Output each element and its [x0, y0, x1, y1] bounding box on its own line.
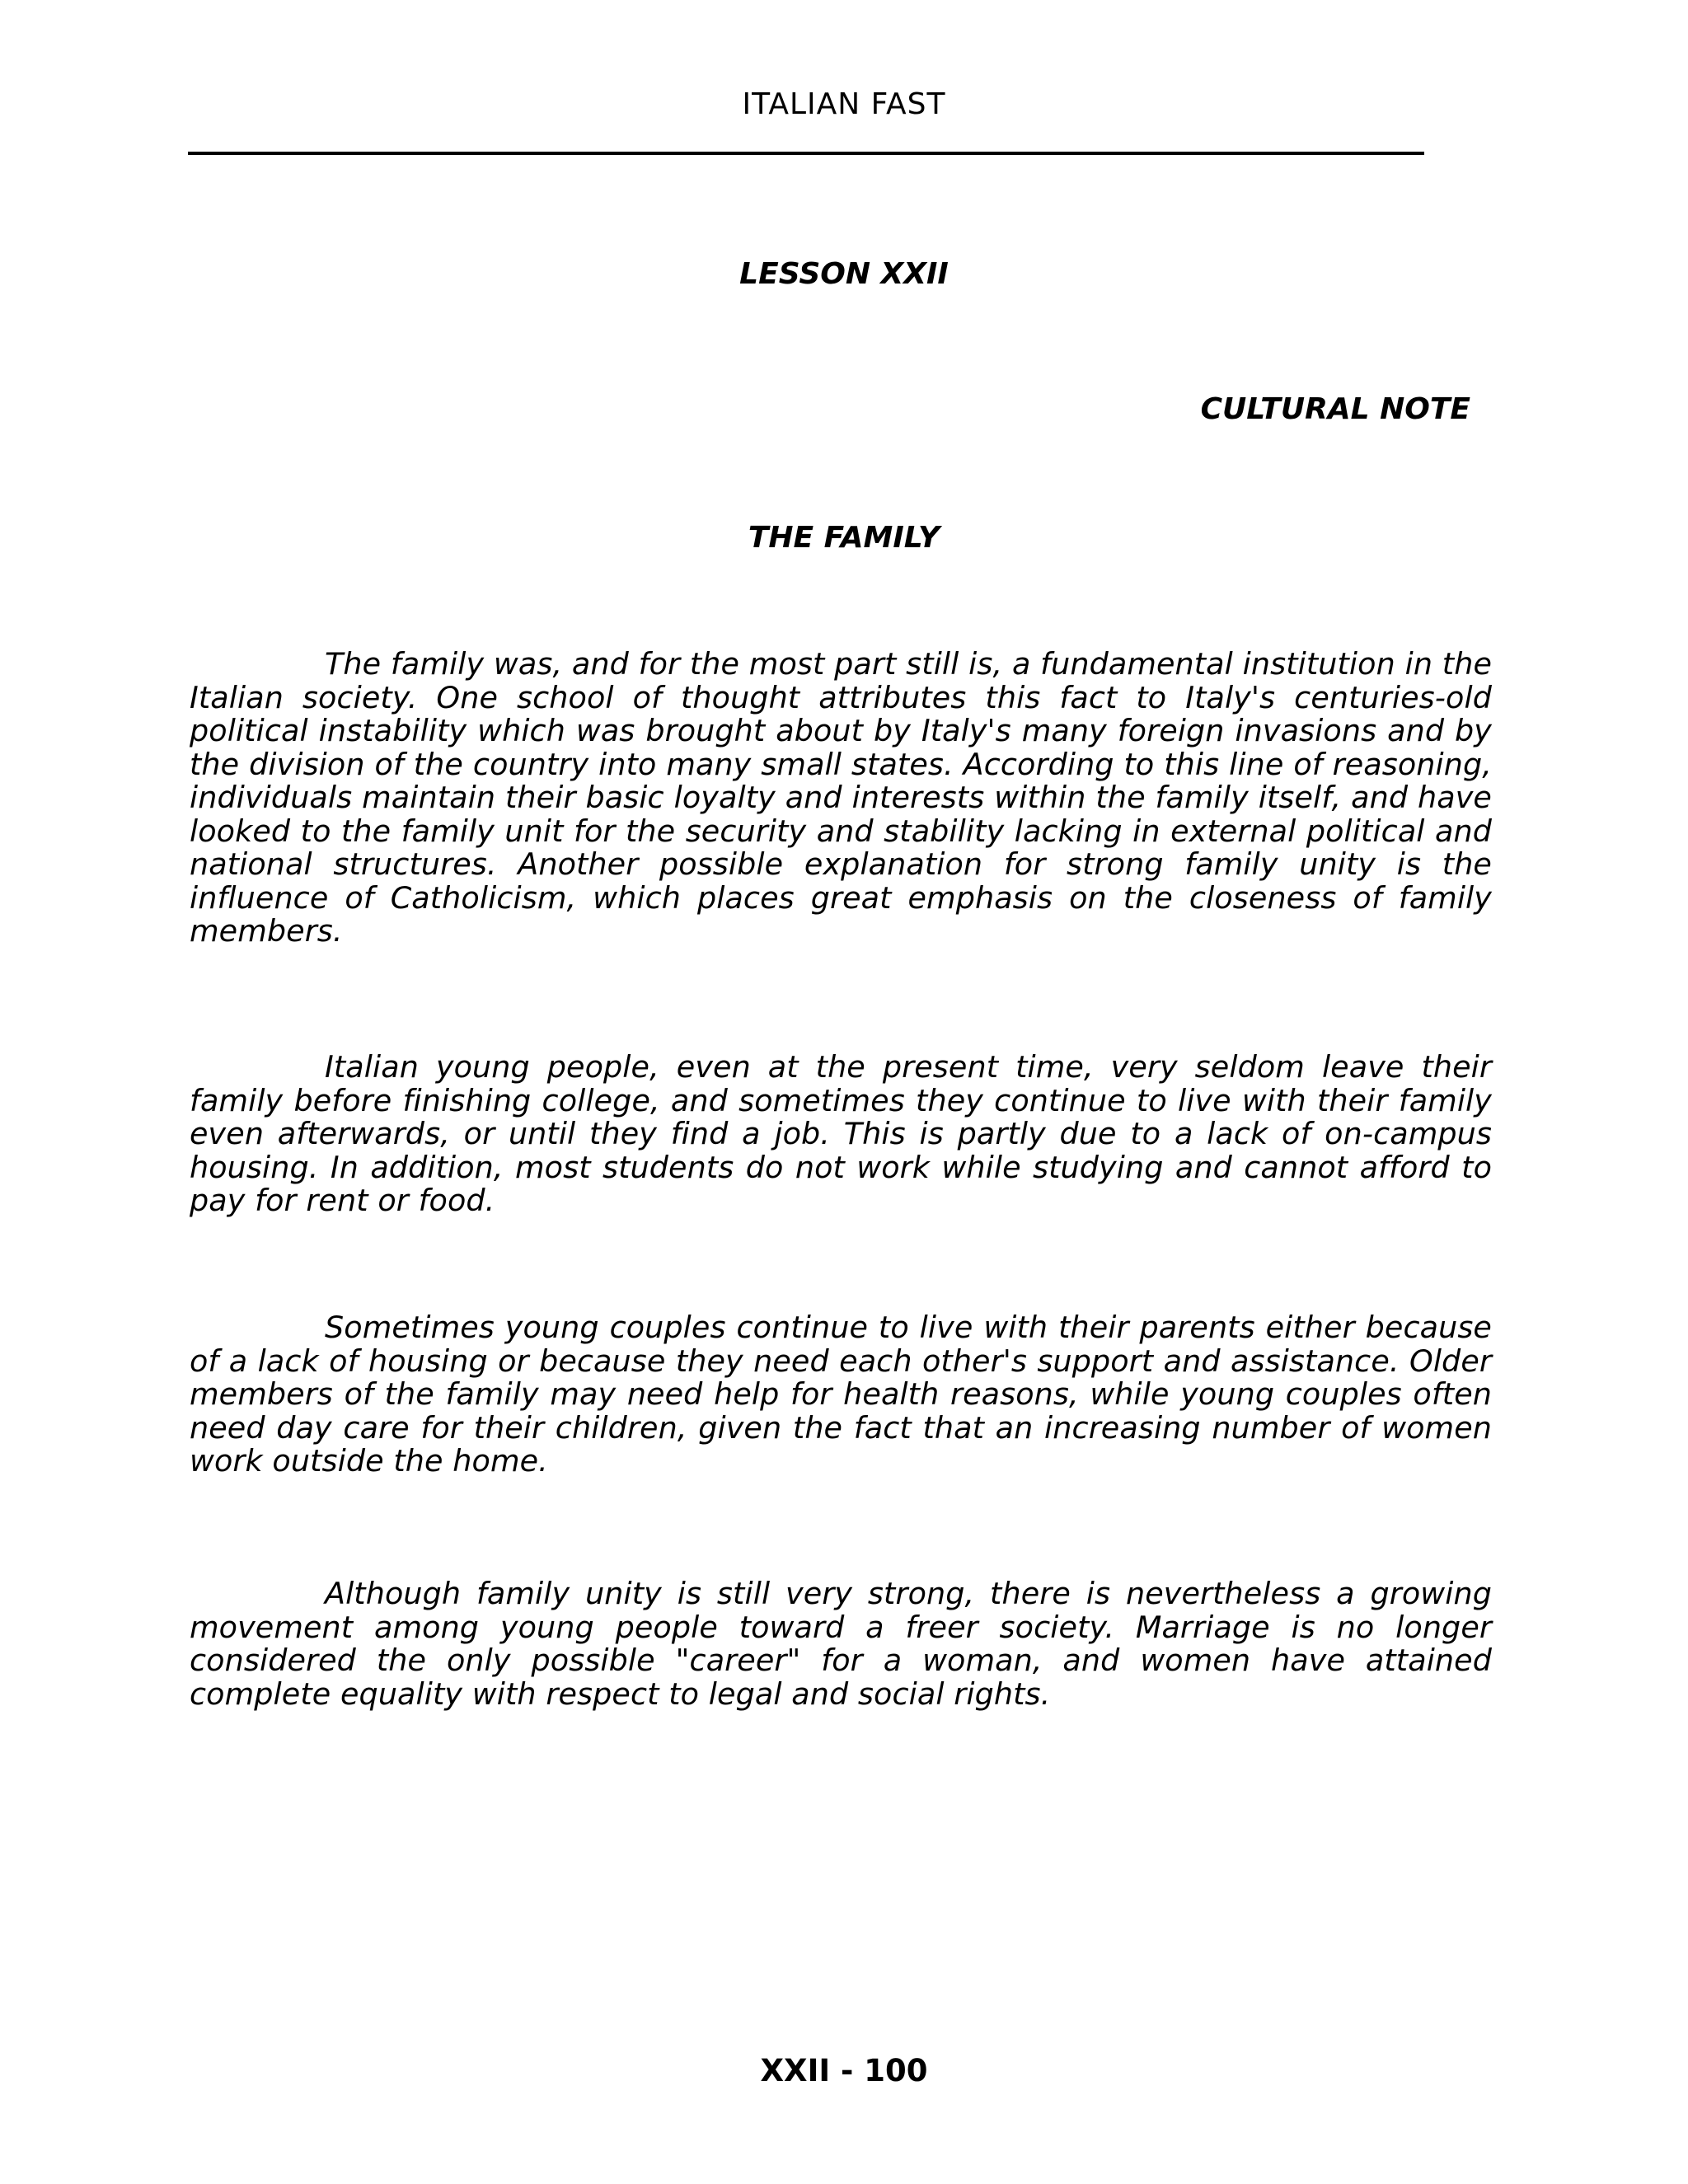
body-paragraph: Sometimes young couples continue to live with their parents either because of a lack of housing or because they need each other's support and assistance. Older members of the family may need help for health reasons, while young couples often need day care for their children, given the fact that an increasing number of women work outside the home. — [190, 1310, 1492, 1479]
section-heading: THE FAMILY — [748, 521, 940, 555]
lesson-title: LESSON XXII — [739, 257, 949, 291]
body-paragraph: The family was, and for the most part still is, a fundamental institution in the Italian society. One school of thought attributes this fact to Italy's centuries-old political instability which was brought about by Italy's many foreign invasions and by the division of the country into many small states. According to this line of reasoning, individuals maintain their basic loyalty and interests within the family itself, and have looked to the family unit for the security and stability lacking in external political and national structures. Another possible explanation for strong family unity is the influence of Catholicism, which places great emphasis on the closeness of family members. — [190, 646, 1492, 949]
running-head: ITALIAN FAST — [742, 87, 946, 121]
body-paragraph: Although family unity is still very strong, there is nevertheless a growing movement among young people toward a freer society. Marriage is no longer considered the only possible "career" for a woman, and women have attained complete equality with respect to legal and social rights. — [190, 1576, 1492, 1712]
header-rule — [188, 152, 1424, 155]
page-number: XXII - 100 — [760, 2053, 928, 2088]
section-label: CULTURAL NOTE — [1200, 392, 1470, 426]
body-paragraph: Italian young people, even at the present time, very seldom leave their family before finishing college, and sometimes they continue to live with their family even afterwards, or until they find a job. This is partly due to a lack of on-campus housing. In addition, most students do not work while studying and cannot afford to pay for rent or food. — [190, 1049, 1492, 1218]
